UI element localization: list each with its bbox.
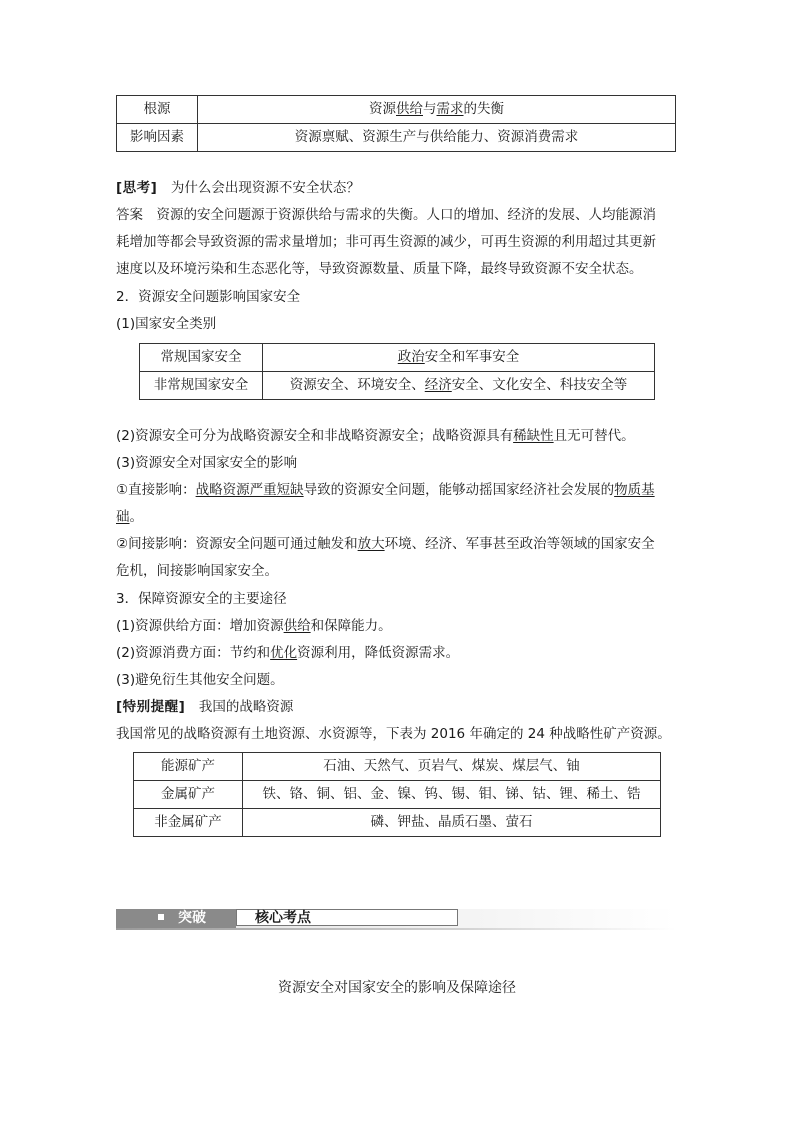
table-row [117, 96, 676, 124]
mineral-resources-table [133, 752, 661, 837]
answer-line: 耗增加等都会导致资源的需求量增加；非可再生资源的减少，可再生资源的利用超过其更新 [116, 234, 656, 250]
row-value: 铁、铬、铜、铝、金、镍、钨、锡、钼、锑、钴、锂、稀土、锆 [243, 781, 661, 809]
subheading: (3)资源安全对国家安全的影响 [116, 455, 298, 471]
table-row [117, 124, 676, 152]
row-value: 资源禀赋、资源生产与供给能力、资源消费需求 [198, 124, 676, 152]
tip-heading: [特别提醒] 我国的战略资源 [116, 699, 294, 715]
paragraph: (1)资源供给方面：增加资源供给和保障能力。 [116, 618, 392, 634]
row-value: 资源供给与需求的失衡 [198, 96, 676, 124]
answer-line: 答案 资源的安全问题源于资源供给与需求的失衡。人口的增加、经济的发展、人均能源消 [116, 207, 656, 223]
row-label: 常规国家安全 [140, 344, 263, 372]
banner-right: 核心考点 [236, 909, 458, 926]
row-label: 根源 [117, 96, 198, 124]
paragraph: (3)避免衍生其他安全问题。 [116, 672, 284, 688]
row-label: 非常规国家安全 [140, 372, 263, 400]
answer-line: 速度以及环境污染和生态恶化等，导致资源数量、质量下降，最终导致资源不安全状态。 [116, 261, 643, 277]
table-row [140, 344, 655, 372]
row-label: 影响因素 [117, 124, 198, 152]
paragraph: 我国常见的战略资源有土地资源、水资源等，下表为 2016 年确定的 24 种战略性矿产资源。 [116, 726, 671, 742]
row-label: 金属矿产 [134, 781, 243, 809]
row-label: 非金属矿产 [134, 809, 243, 837]
section-banner [116, 906, 676, 930]
row-value: 资源安全、环境安全、经济安全、文化安全、科技安全等 [263, 372, 655, 400]
paragraph: ②间接影响：资源安全问题可通过触发和放大环境、经济、军事甚至政治等领域的国家安全 [116, 536, 655, 552]
paragraph: ①直接影响：战略资源严重短缺导致的资源安全问题，能够动摇国家经济社会发展的物质基 [116, 482, 655, 498]
banner-left: 突破 [116, 909, 236, 928]
row-value: 政治安全和军事安全 [263, 344, 655, 372]
table-row [134, 781, 661, 809]
row-value: 磷、钾盐、晶质石墨、萤石 [243, 809, 661, 837]
row-label: 能源矿产 [134, 753, 243, 781]
paragraph: 危机，间接影响国家安全。 [116, 563, 278, 579]
section-heading: 2．资源安全问题影响国家安全 [116, 289, 301, 305]
section-title: 资源安全对国家安全的影响及保障途径 [278, 980, 516, 996]
table-row [134, 753, 661, 781]
banner-underline [116, 928, 676, 930]
paragraph: 础。 [116, 509, 143, 525]
row-value: 石油、天然气、页岩气、煤炭、煤层气、铀 [243, 753, 661, 781]
subheading: (1)国家安全类别 [116, 316, 217, 332]
paragraph: (2)资源消费方面：节约和优化资源利用，降低资源需求。 [116, 645, 460, 661]
table-row [140, 372, 655, 400]
paragraph: (2)资源安全可分为战略资源安全和非战略资源安全；战略资源具有稀缺性且无可替代。 [116, 428, 635, 444]
square-icon [158, 914, 164, 920]
table-row [134, 809, 661, 837]
root-cause-table [116, 95, 676, 152]
section-heading: 3．保障资源安全的主要途径 [116, 591, 287, 607]
security-category-table [139, 343, 655, 400]
think-question: [思考] 为什么会出现资源不安全状态？ [116, 180, 360, 196]
